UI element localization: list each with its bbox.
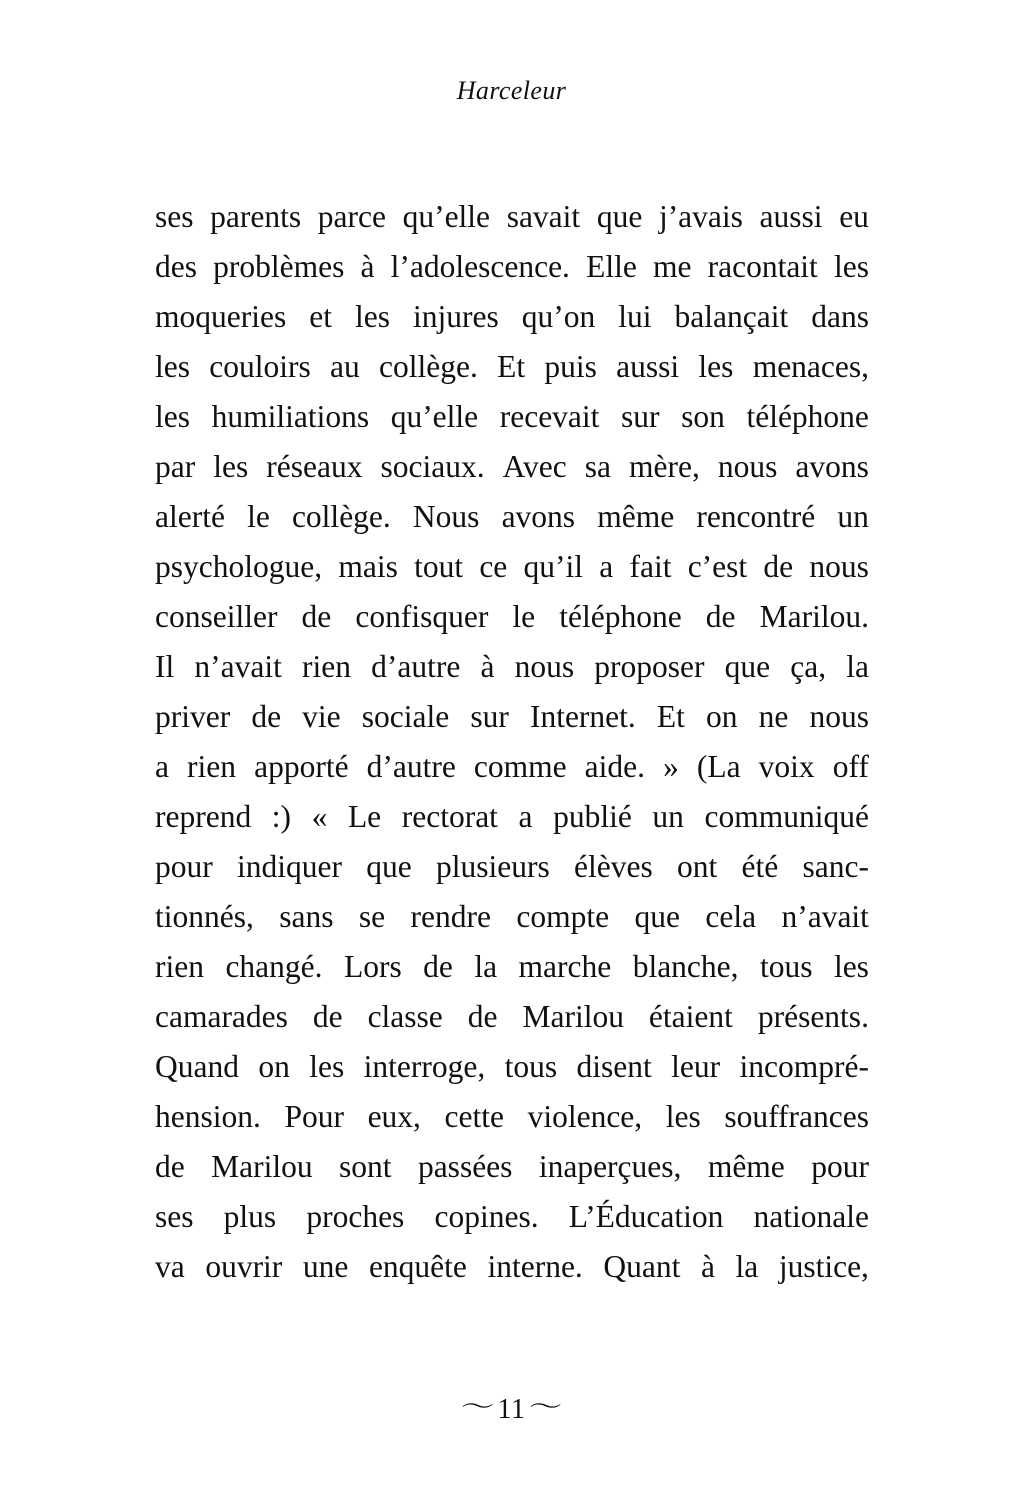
body-word: lui: [618, 299, 652, 334]
body-word: passées: [417, 1149, 513, 1184]
body-word: Pour: [284, 1099, 344, 1134]
body-line: [155, 842, 869, 892]
body-word: élèves: [574, 849, 653, 884]
body-word: sans: [279, 899, 334, 934]
body-word: Et: [497, 349, 526, 384]
body-word: plus: [223, 1199, 277, 1234]
body-word: Marilou.: [759, 599, 869, 634]
body-word: Quand: [155, 1049, 239, 1084]
body-word: Le: [347, 799, 382, 834]
body-word: avons: [501, 499, 576, 534]
body-word: off: [832, 749, 869, 784]
body-word: sanc-: [802, 849, 869, 884]
body-word: ce: [479, 549, 508, 584]
body-word: au: [330, 349, 360, 384]
body-word: la: [474, 949, 498, 984]
body-word: Il: [155, 649, 175, 684]
body-word: Internet.: [529, 699, 636, 734]
body-word: que: [596, 199, 643, 234]
body-word: ont: [677, 849, 718, 884]
body-word: vie: [302, 699, 341, 734]
body-word: qu’il: [523, 549, 584, 584]
body-word: fait: [629, 549, 672, 584]
body-word: changé.: [225, 949, 323, 984]
body-word: proposer: [594, 649, 705, 684]
body-word: apporté: [254, 749, 349, 784]
body-line: [155, 892, 869, 942]
body-word: Lors: [343, 949, 402, 984]
body-word: humiliations: [211, 399, 370, 434]
body-word: copines.: [434, 1199, 539, 1234]
body-word: pour: [811, 1149, 869, 1184]
body-word: reprend: [155, 799, 252, 834]
body-word: téléphone: [559, 599, 682, 634]
body-word: sur: [470, 699, 509, 734]
body-word: »: [663, 749, 679, 784]
body-word: compte: [516, 899, 610, 934]
body-word: hension.: [155, 1099, 261, 1134]
body-word: le: [247, 499, 270, 534]
body-word: «: [311, 799, 328, 834]
ornament-right-icon: 〜: [529, 1394, 563, 1419]
body-word: les: [155, 349, 190, 384]
body-word: à: [480, 649, 495, 684]
body-word: un: [652, 799, 684, 834]
body-word: nous: [809, 699, 869, 734]
body-word: alerté: [155, 499, 225, 534]
body-word: les: [665, 1099, 701, 1134]
body-word: à: [360, 249, 375, 284]
body-word: ça,: [790, 649, 827, 684]
running-head-title: Harceleur: [456, 76, 567, 105]
body-word: rien: [302, 649, 351, 684]
body-word: publié: [553, 799, 632, 834]
body-word: a: [599, 549, 614, 584]
body-word: incompré-: [739, 1049, 869, 1084]
body-word: injures: [413, 299, 499, 334]
body-word: de: [251, 699, 282, 734]
body-word: camarades: [155, 999, 288, 1034]
body-word: aide.: [584, 749, 646, 784]
body-word: les: [309, 1049, 345, 1084]
body-word: sociaux.: [380, 449, 485, 484]
body-word: indiquer: [237, 849, 342, 884]
body-word: balançait: [674, 299, 789, 334]
body-word: qu’on: [521, 299, 596, 334]
body-word: collège.: [291, 499, 391, 534]
body-word: plusieurs: [436, 849, 550, 884]
body-word: tous: [504, 1049, 558, 1084]
body-word: de: [467, 999, 498, 1034]
body-word: priver: [155, 699, 231, 734]
body-word: ses: [155, 1199, 194, 1234]
body-word: la: [735, 1249, 759, 1284]
body-word: réseaux: [266, 449, 363, 484]
body-word: des: [155, 249, 197, 284]
body-word: tous: [759, 949, 813, 984]
body-word: les: [213, 449, 249, 484]
body-word: marche: [518, 949, 612, 984]
body-word: par: [155, 449, 196, 484]
body-word: et: [309, 299, 332, 334]
body-line: [155, 1042, 869, 1092]
body-word: violence,: [527, 1099, 643, 1134]
body-word: de: [423, 949, 453, 984]
body-word: d’autre: [366, 749, 456, 784]
body-word: souffrances: [724, 1099, 869, 1134]
body-word: eu: [839, 199, 869, 234]
body-word: Et: [656, 699, 685, 734]
body-line: [155, 942, 869, 992]
body-word: de: [301, 599, 332, 634]
body-word: me: [652, 249, 692, 284]
body-line: [155, 742, 869, 792]
body-word: nous: [514, 649, 575, 684]
body-word: couloirs: [209, 349, 311, 384]
body-word: moqueries: [155, 299, 287, 334]
body-line: [155, 242, 869, 292]
body-word: on: [258, 1049, 290, 1084]
body-line: [155, 492, 869, 542]
body-word: rendre: [410, 899, 491, 934]
body-word: à: [700, 1249, 715, 1284]
body-word: son: [681, 399, 725, 434]
body-word: confisquer: [355, 599, 489, 634]
body-word: pour: [155, 849, 213, 884]
body-word: enquête: [368, 1249, 467, 1284]
body-word: eux,: [367, 1099, 421, 1134]
body-word: interne.: [487, 1249, 583, 1284]
body-word: sur: [621, 399, 660, 434]
body-word: l’adolescence.: [390, 249, 570, 284]
body-line: [155, 642, 869, 692]
body-word: conseiller: [155, 599, 278, 634]
body-word: n’avait: [194, 649, 282, 684]
body-word: Elle: [586, 249, 637, 284]
body-word: une: [302, 1249, 349, 1284]
body-word: parce: [317, 199, 386, 234]
body-line: [155, 1142, 869, 1192]
body-word: téléphone: [746, 399, 869, 434]
body-word: les: [833, 949, 869, 984]
body-word: voix: [758, 749, 815, 784]
body-word: j’avais: [658, 199, 743, 234]
body-line: [155, 392, 869, 442]
page-number: 11: [497, 1393, 526, 1425]
body-word: nationale: [753, 1199, 869, 1234]
body-word: cela: [705, 899, 757, 934]
body-word: inaperçues,: [538, 1149, 682, 1184]
body-word: disent: [576, 1049, 652, 1084]
body-word: racontait: [707, 249, 818, 284]
body-word: Quant: [603, 1249, 681, 1284]
body-word: L’Éducation: [568, 1199, 724, 1234]
body-line: [155, 592, 869, 642]
body-word: mais: [338, 549, 398, 584]
body-line: [155, 442, 869, 492]
body-word: interroge,: [363, 1049, 486, 1084]
body-word: même: [707, 1149, 785, 1184]
body-line: [155, 192, 869, 242]
body-word: qu’elle: [390, 399, 479, 434]
body-word: les: [155, 399, 190, 434]
body-word: (La: [696, 749, 741, 784]
body-word: blanche,: [632, 949, 739, 984]
body-word: nous: [809, 549, 869, 584]
body-word: sont: [339, 1149, 392, 1184]
body-word: se: [358, 899, 386, 934]
body-word: a: [518, 799, 533, 834]
body-word: mère,: [629, 449, 700, 484]
body-word: aussi: [759, 199, 823, 234]
body-text-block: [155, 192, 869, 1292]
body-word: de: [312, 999, 343, 1034]
body-word: menaces,: [752, 349, 869, 384]
body-word: puis: [544, 349, 597, 384]
body-word: nous: [717, 449, 778, 484]
body-word: de: [705, 599, 736, 634]
body-word: même: [597, 499, 675, 534]
body-word: présents.: [757, 999, 869, 1034]
body-word: ne: [758, 699, 789, 734]
body-word: c’est: [687, 549, 748, 584]
body-word: a: [155, 749, 169, 784]
body-word: Marilou: [211, 1149, 313, 1184]
body-word: sociale: [361, 699, 450, 734]
body-word: la: [846, 649, 869, 684]
body-word: qu’elle: [402, 199, 491, 234]
body-line: [155, 692, 869, 742]
body-word: comme: [473, 749, 567, 784]
body-line: [155, 342, 869, 392]
body-word: un: [837, 499, 869, 534]
body-word: rencontré: [696, 499, 816, 534]
body-word: va: [155, 1249, 185, 1284]
body-word: tout: [414, 549, 464, 584]
body-word: avons: [795, 449, 869, 484]
body-word: rectorat: [401, 799, 498, 834]
body-word: tionnés,: [155, 899, 254, 934]
page-folio: [0, 1395, 1023, 1424]
body-word: que: [634, 899, 680, 934]
body-word: les: [833, 249, 869, 284]
body-line: [155, 1192, 869, 1242]
body-word: n’avait: [781, 899, 869, 934]
body-word: rien: [155, 949, 204, 984]
body-word: que: [724, 649, 771, 684]
body-word: classe: [367, 999, 443, 1034]
body-word: parents: [210, 199, 302, 234]
body-word: problèmes: [213, 249, 345, 284]
body-word: les: [698, 349, 734, 384]
body-line: [155, 542, 869, 592]
body-word: le: [512, 599, 536, 634]
body-word: aussi: [616, 349, 680, 384]
body-word: étaient: [648, 999, 733, 1034]
body-word: été: [741, 849, 779, 884]
body-word: proches: [306, 1199, 405, 1234]
body-word: que: [366, 849, 412, 884]
body-word: justice,: [778, 1249, 869, 1284]
body-word: on: [706, 699, 738, 734]
body-word: recevait: [499, 399, 600, 434]
body-word: Avec: [502, 449, 567, 484]
body-word: ses: [155, 199, 194, 234]
body-word: rien: [187, 749, 237, 784]
body-word: les: [354, 299, 390, 334]
body-word: dans: [811, 299, 869, 334]
body-word: Nous: [412, 499, 480, 534]
body-word: savait: [506, 199, 581, 234]
body-word: cette: [444, 1099, 504, 1134]
body-line: [155, 992, 869, 1042]
body-word: Marilou: [522, 999, 624, 1034]
ornament-left-icon: 〜: [460, 1394, 494, 1419]
body-word: de: [155, 1149, 185, 1184]
body-word: :): [271, 799, 292, 834]
body-word: leur: [671, 1049, 721, 1084]
body-word: ouvrir: [205, 1249, 283, 1284]
body-line: [155, 1092, 869, 1142]
body-word: d’autre: [371, 649, 461, 684]
body-line: [155, 792, 869, 842]
body-line: [155, 292, 869, 342]
body-word: sa: [584, 449, 611, 484]
body-word: collège.: [379, 349, 478, 384]
body-line: [155, 1242, 869, 1292]
body-word: communiqué: [704, 799, 869, 834]
body-word: de: [763, 549, 794, 584]
body-word: psychologue,: [155, 549, 323, 584]
